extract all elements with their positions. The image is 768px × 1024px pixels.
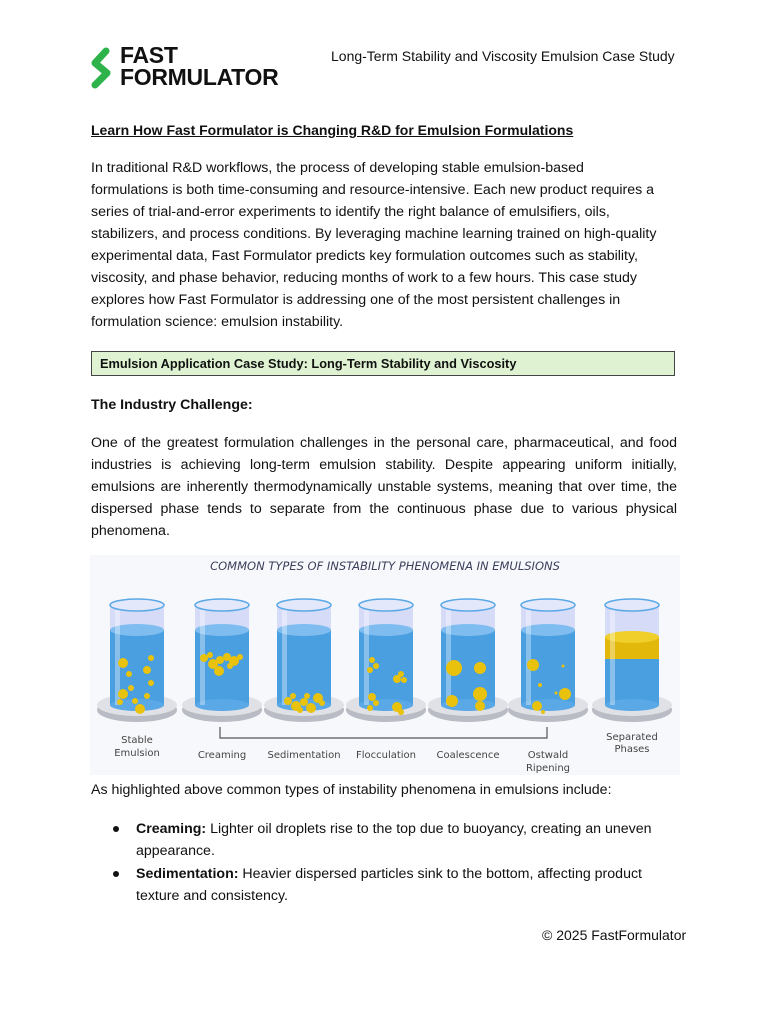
beaker-4	[428, 599, 508, 722]
instability-figure	[90, 555, 680, 775]
droplet	[117, 699, 123, 705]
text-line: explores how Fast Formulator is addressing one of the most persistent challenges in	[91, 292, 621, 308]
document-title: Long-Term Stability and Viscosity Emulsion Case Study	[331, 48, 675, 64]
droplet	[398, 709, 404, 715]
text-line: phenomena.	[91, 523, 170, 539]
droplet	[304, 693, 310, 699]
beaker-rim	[605, 599, 659, 611]
droplet	[126, 671, 132, 677]
droplet	[300, 698, 308, 706]
phenomenon-label: Sedimentation	[267, 750, 341, 761]
droplet	[237, 654, 243, 660]
droplet	[562, 665, 565, 668]
challenge-paragraph	[91, 432, 677, 542]
beaker-2	[264, 599, 344, 722]
beaker-rim	[359, 599, 413, 611]
droplet	[474, 662, 486, 674]
droplet	[541, 710, 545, 714]
phenomenon-label: Ostwald	[527, 750, 569, 761]
droplet	[373, 663, 379, 669]
phenomena-bracket	[220, 727, 547, 738]
text-line: formulations is both time-consuming and resource-intensive. Each new product requires a	[91, 182, 655, 198]
glass-highlight	[446, 610, 451, 705]
phenomenon-label: Flocculation	[355, 750, 417, 761]
droplet	[367, 667, 373, 673]
phenomenon-label: Phases	[614, 744, 650, 755]
droplet	[559, 688, 571, 700]
text-line: formulation science: emulsion instability.	[91, 314, 344, 330]
glass-highlight	[526, 610, 531, 705]
droplet	[148, 680, 154, 686]
bullet-text: appearance.	[136, 843, 215, 859]
text-line: In traditional R&D workflows, the process of developing stable emulsion-based	[91, 160, 584, 176]
droplet	[284, 697, 292, 705]
logo-line-1: FAST	[120, 42, 178, 68]
logo-line-2: FORMULATOR	[120, 64, 279, 90]
text-line: As highlighted above common types of instability phenomena in emulsions include:	[91, 782, 612, 798]
text-line: industries is achieving long-term emulsion stability. Despite appearing uniform initially,	[91, 457, 677, 473]
beaker-rim	[521, 599, 575, 611]
droplet	[369, 657, 375, 663]
beaker-rim	[441, 599, 495, 611]
droplet	[118, 689, 128, 699]
bullet-term: Creaming:	[136, 821, 207, 837]
logo	[89, 45, 113, 91]
text-line: One of the greatest formulation challenges in the personal care, pharmaceutical, and food	[91, 435, 677, 451]
droplet	[297, 707, 303, 713]
glass-highlight	[282, 610, 287, 705]
text-line: emulsions are inherently thermodynamically unstable systems, meaning that over time, the	[91, 479, 677, 495]
bullet-dot-icon	[113, 826, 119, 832]
phenomenon-label: Coalescence	[436, 750, 500, 761]
intro-heading: Learn How Fast Formulator is Changing R&D for Emulsion Formulations	[91, 122, 574, 138]
bullet-text: Lighter oil droplets rise to the top due to buoyancy, creating an uneven	[206, 821, 652, 837]
phenomenon-label: Creaming	[197, 750, 247, 761]
case-study-banner: Emulsion Application Case Study: Long-Term Stability and Viscosity	[91, 351, 675, 376]
beaker-6	[592, 599, 672, 722]
droplet	[135, 704, 145, 714]
droplet	[398, 671, 404, 677]
challenge-heading: The Industry Challenge:	[91, 397, 253, 413]
droplet	[473, 687, 487, 701]
beaker-1	[182, 599, 262, 722]
droplet	[401, 677, 407, 683]
bullet-term: Sedimentation:	[136, 866, 239, 882]
text-line: experimental data, Fast Formulator predicts key formulation outcomes such as stability,	[91, 248, 638, 264]
phenomenon-label: Stable	[121, 735, 153, 746]
list-intro	[91, 779, 677, 801]
droplet	[368, 693, 376, 701]
glass-highlight	[364, 610, 369, 705]
droplet	[118, 658, 128, 668]
droplet	[214, 666, 224, 676]
droplet	[128, 685, 134, 691]
text-line: stabilizers, and process conditions. By leveraging machine learning trained on high-quality	[91, 226, 657, 242]
droplet	[446, 695, 458, 707]
beaker-rim	[110, 599, 164, 611]
beaker-rim	[277, 599, 331, 611]
droplet	[538, 683, 542, 687]
droplet	[207, 652, 213, 658]
droplet	[148, 655, 154, 661]
beaker-rim	[195, 599, 249, 611]
phenomenon-label: Ripening	[525, 763, 571, 774]
phenomenon-label: Emulsion	[114, 748, 160, 759]
droplet	[306, 703, 316, 713]
text-line: series of trial-and-error experiments to identify the right balance of emulsifiers, oils,	[91, 204, 610, 220]
beaker-3	[346, 599, 426, 722]
beaker-0	[97, 599, 177, 722]
droplet	[527, 659, 539, 671]
droplet	[144, 693, 150, 699]
logo-mark-icon	[89, 45, 113, 91]
intro-paragraph	[91, 157, 677, 333]
droplet	[373, 700, 379, 706]
bullet-dot-icon	[113, 871, 119, 877]
droplet	[532, 701, 542, 711]
text-line: viscosity, and phase behavior, reducing months of work to a few hours. This case study	[91, 270, 637, 286]
droplet	[227, 663, 233, 669]
footer-copyright: © 2025 FastFormulator	[542, 927, 687, 943]
logo-wordmark	[120, 44, 278, 88]
bullet-text: texture and consistency.	[136, 888, 288, 904]
droplet	[200, 654, 208, 662]
droplet	[367, 705, 373, 711]
phenomenon-label: Separated	[606, 732, 658, 743]
text-line: dispersed phase tends to separate from the continuous phase due to various physical	[91, 501, 677, 517]
beaker-5	[508, 599, 588, 722]
droplet	[319, 700, 325, 706]
droplet	[446, 660, 462, 676]
droplet	[132, 698, 138, 704]
figure-title: COMMON TYPES OF INSTABILITY PHENOMENA IN EMULSIONS	[210, 559, 560, 573]
droplet	[143, 666, 151, 674]
bullet-text: Heavier dispersed particles sink to the bottom, affecting product	[238, 866, 642, 882]
droplet	[216, 656, 224, 664]
glass-highlight	[610, 610, 615, 705]
droplet	[555, 692, 558, 695]
droplet	[290, 693, 296, 699]
droplet	[475, 701, 485, 711]
